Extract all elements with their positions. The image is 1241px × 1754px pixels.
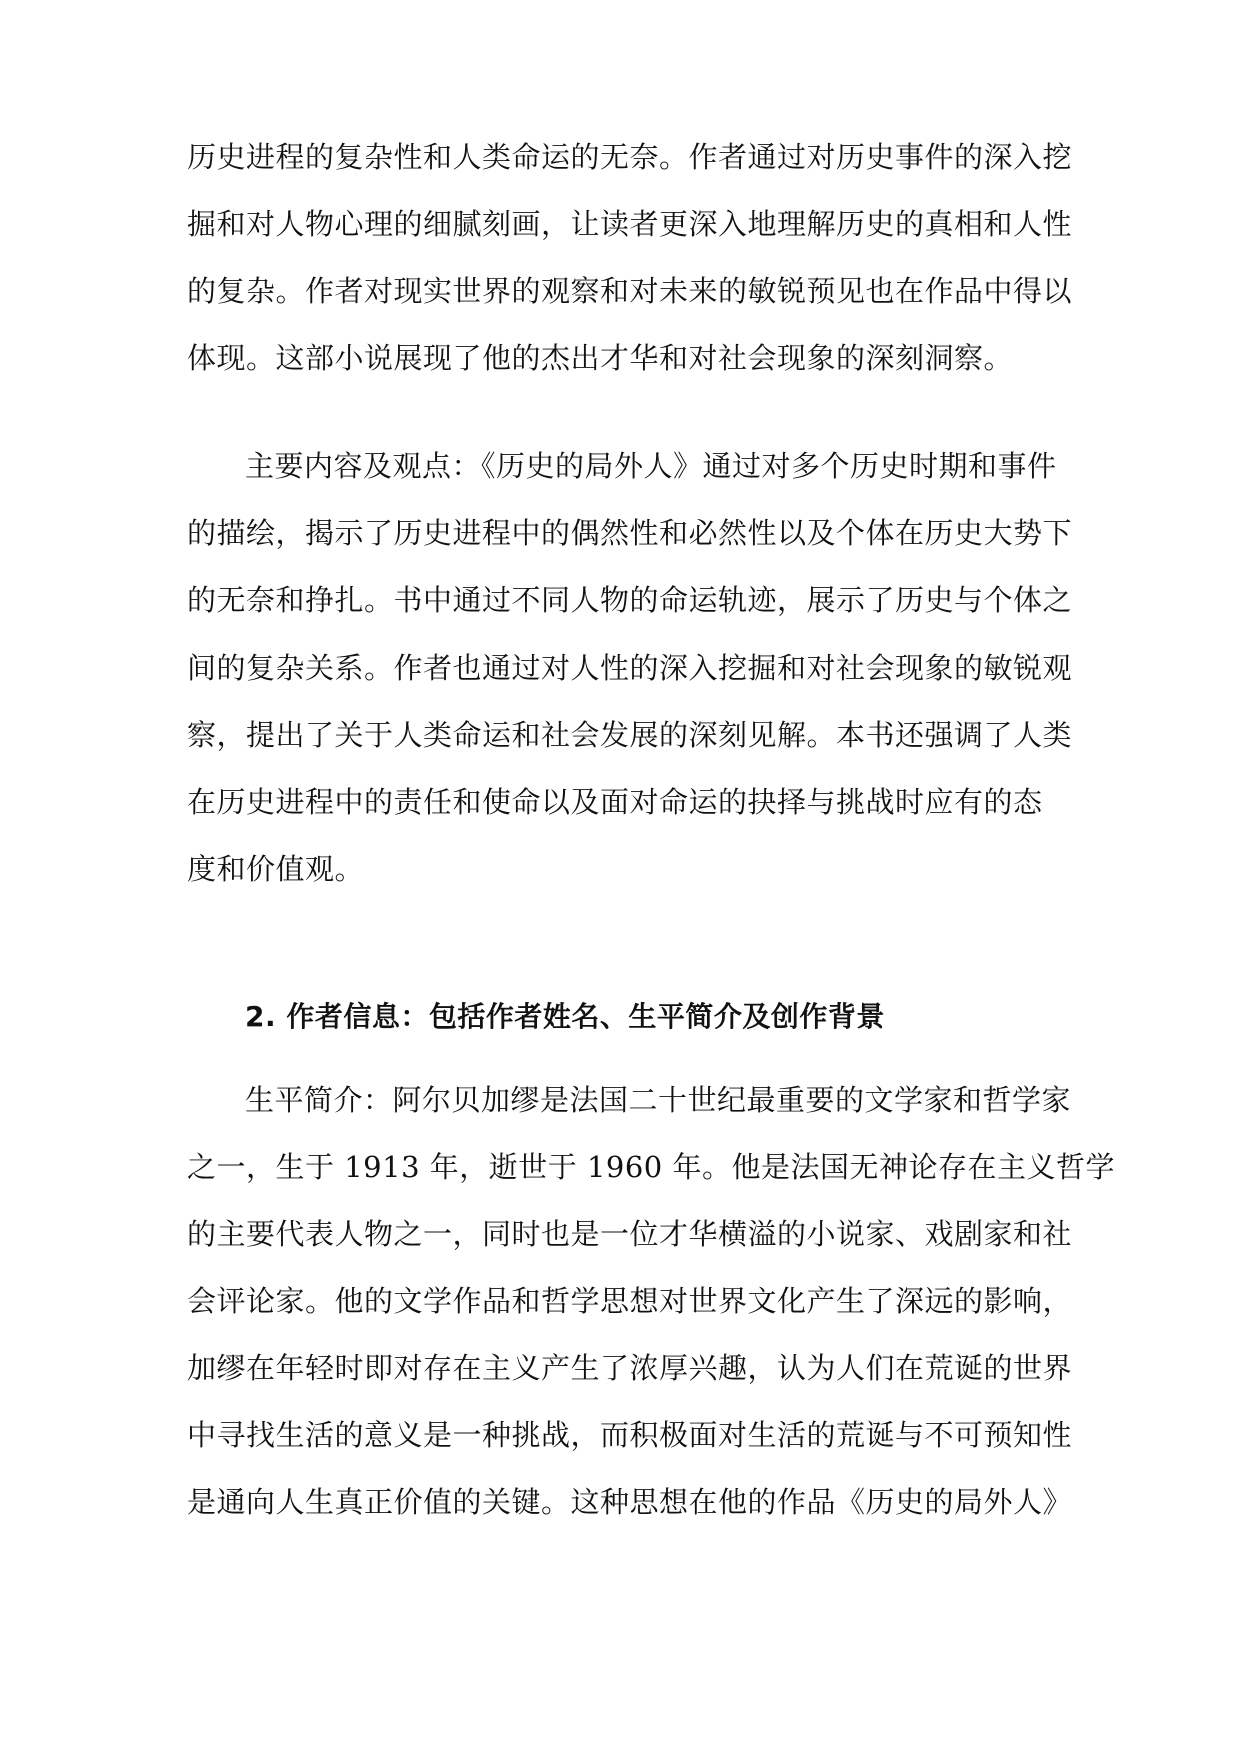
paragraph-line: 的无奈和挣扎。书中通过不同人物的命运轨迹，展示了历史与个体之 xyxy=(187,583,1073,617)
paragraph-line: 历史进程的复杂性和人类命运的无奈。作者通过对历史事件的深入挖 xyxy=(187,140,1073,174)
paragraph-line: 的描绘，揭示了历史进程中的偶然性和必然性以及个体在历史大势下 xyxy=(187,516,1073,550)
paragraph-line: 的复杂。作者对现实世界的观察和对未来的敏锐预见也在作品中得以 xyxy=(187,274,1073,308)
paragraph-line: 生平简介：阿尔贝加缪是法国二十世纪最重要的文学家和哲学家 xyxy=(245,1083,1072,1117)
paragraph-line: 会评论家。他的文学作品和哲学思想对世界文化产生了深远的影响， xyxy=(187,1284,1073,1318)
paragraph-line: 掘和对人物心理的细腻刻画，让读者更深入地理解历史的真相和人性 xyxy=(187,207,1073,241)
paragraph-line: 是通向人生真正价值的关键。这种思想在他的作品《历史的局外人》 xyxy=(187,1485,1073,1519)
paragraph-line: 的主要代表人物之一，同时也是一位才华横溢的小说家、戏剧家和社 xyxy=(187,1217,1073,1251)
paragraph-line: 之一，生于 1913 年，逝世于 1960 年。他是法国无神论存在主义哲学 xyxy=(187,1150,1115,1184)
section-heading: 2. 作者信息：包括作者姓名、生平简介及创作背景 xyxy=(245,1000,885,1033)
paragraph-line: 察，提出了关于人类命运和社会发展的深刻见解。本书还强调了人类 xyxy=(187,718,1073,752)
paragraph-line: 中寻找生活的意义是一种挑战，而积极面对生活的荒诞与不可预知性 xyxy=(187,1418,1073,1452)
paragraph-line: 主要内容及观点：《历史的局外人》通过对多个历史时期和事件 xyxy=(245,449,1057,483)
paragraph-line: 加缪在年轻时即对存在主义产生了浓厚兴趣，认为人们在荒诞的世界 xyxy=(187,1351,1073,1385)
paragraph-line: 体现。这部小说展现了他的杰出才华和对社会现象的深刻洞察。 xyxy=(187,341,1014,375)
paragraph-line: 度和价值观。 xyxy=(187,852,365,886)
paragraph-line: 在历史进程中的责任和使命以及面对命运的抉择与挑战时应有的态 xyxy=(187,785,1043,819)
paragraph-line: 间的复杂关系。作者也通过对人性的深入挖掘和对社会现象的敏锐观 xyxy=(187,651,1073,685)
